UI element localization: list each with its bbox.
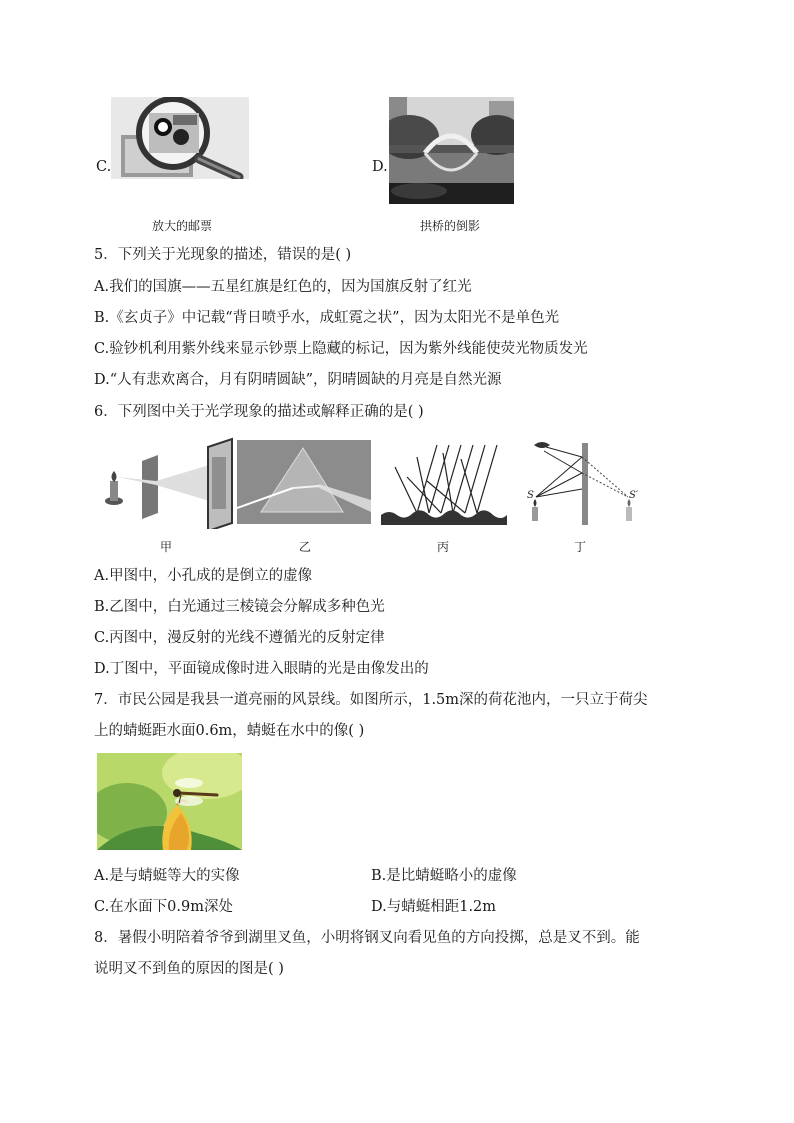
figure-label-bing: 丙 [437, 540, 450, 554]
prism-figure [237, 440, 371, 524]
q7-stem-line2: 上的蜻蜓距水面0.6m，蜻蜓在水中的像( ) [94, 723, 365, 739]
diffuse-reflection-figure [377, 437, 511, 527]
option-c-caption: 放大的邮票 [152, 219, 213, 233]
option-d-caption: 拱桥的倒影 [420, 219, 481, 233]
option-d-label: D. [372, 159, 388, 175]
figure-label-yi: 乙 [299, 540, 312, 554]
q7-option-d: D.与蜻蜓相距1.2m [371, 899, 497, 915]
q7-stem-line1: 7．市民公园是我县一道亮丽的风景线。如图所示，1.5m深的荷花池内，一只立于荷尖 [94, 692, 648, 708]
q5-option-c: C.验钞机利用紫外线来显示钞票上隐藏的标记，因为紫外线能使荧光物质发光 [94, 341, 588, 357]
option-c-label: C. [96, 159, 112, 175]
arch-bridge-reflection-image [389, 97, 514, 204]
q6-stem: 6．下列图中关于光学现象的描述或解释正确的是( ) [94, 404, 424, 420]
q8-stem-line1: 8．暑假小明陪着爷爷到湖里叉鱼，小明将钢叉向看见鱼的方向投掷，总是叉不到。能 [94, 930, 640, 946]
pinhole-figure [100, 437, 234, 529]
q5-stem: 5．下列关于光现象的描述，错误的是( ) [94, 247, 352, 263]
plane-mirror-figure [520, 437, 650, 527]
q6-option-d: D.丁图中，平面镜成像时进入眼睛的光是由像发出的 [94, 661, 429, 677]
q7-option-b: B.是比蜻蜓略小的虚像 [371, 868, 517, 884]
q7-option-c: C.在水面下0.9m深处 [94, 899, 233, 915]
q7-option-a: A.是与蜻蜓等大的实像 [94, 868, 240, 884]
q6-option-a: A.甲图中，小孔成的是倒立的虚像 [94, 568, 313, 584]
q5-option-b: B.《玄贞子》中记载“背日喷乎水，成虹霓之状”，因为太阳光不是单色光 [94, 310, 560, 326]
figure-label-ding: 丁 [574, 540, 587, 554]
figure-label-jia: 甲 [160, 540, 173, 554]
mirror-image-label: S′ [629, 490, 639, 501]
stamp-magnifier-image [111, 97, 249, 179]
q8-stem-line2: 说明叉不到鱼的原因的图是( ) [94, 961, 284, 977]
q5-option-d: D.“人有悲欢离合，月有阴晴圆缺”，阴晴圆缺的月亮是自然光源 [94, 372, 502, 388]
mirror-source-label: S [527, 490, 534, 501]
dragonfly-lotus-image [97, 753, 242, 850]
q6-option-c: C.丙图中，漫反射的光线不遵循光的反射定律 [94, 630, 385, 646]
q5-option-a: A.我们的国旗——五星红旗是红色的，因为国旗反射了红光 [94, 279, 472, 295]
q6-option-b: B.乙图中，白光通过三棱镜会分解成多种色光 [94, 599, 385, 615]
